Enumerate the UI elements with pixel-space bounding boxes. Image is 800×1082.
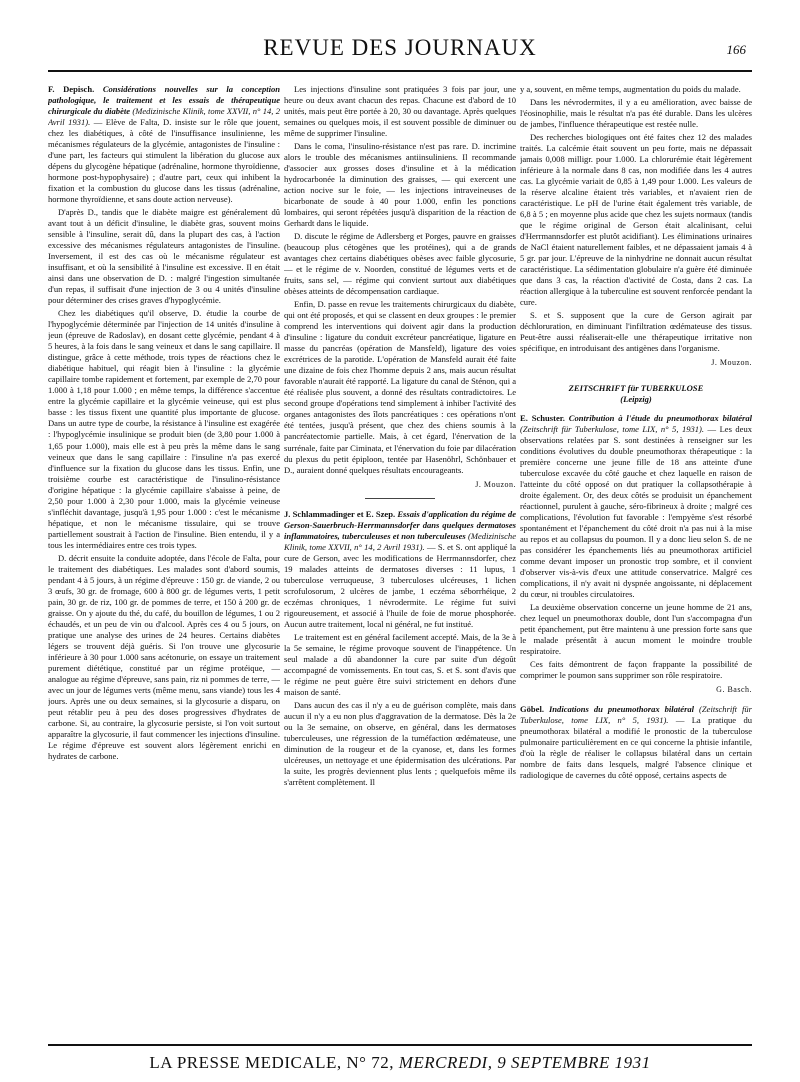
column-middle bbox=[284, 84, 516, 1042]
page-number: 166 bbox=[726, 42, 746, 57]
article-paragraph: Les injections d'insuline sont pratiquées 3 fois par jour, une heure ou deux avant chacun des repas. Chacune est d'abord de 10 unités, mais peut être portée à 20, 30 ou davantage. Après quelques semaines ou quelques mois, il est souvent possible de diminuer ou même de supprimer l'insuline. bbox=[284, 84, 516, 139]
page-footer bbox=[48, 1044, 752, 1078]
article-schlammadinger-intro bbox=[284, 509, 516, 630]
article-paragraph: — La pratique du pneumothorax bilatéral a modifié le pronostic de la tuberculose pulmonaire particulièrement en ce qui concerne la phtisie infantile, d'où la règle de réaliser le collapsus bilatéral dans un certain nombre de faits dans lesquels, malgré l'absence clinique et radiologique de cavernes du côté opposé, certains aspects de bbox=[520, 714, 752, 780]
article-author: E. Schuster. bbox=[520, 412, 565, 423]
separator-rule bbox=[365, 498, 435, 499]
footer-date: MERCREDI, 9 SEPTEMBRE 1931 bbox=[398, 1053, 651, 1072]
article-paragraph: D. discute le régime de Adlersberg et Porges, pauvre en graisses (beaucoup plus cétogènes que les protéines), qui a de grands avantages chez certains diabétiques obèses avec faible glycosurie, — et le régime de v. Noorden, constitué de légumes verts et de fruits, sans sel, — régime qui convient surtout aux diabétiques obèses atteints de décompensation cardiaque. bbox=[284, 231, 516, 297]
article-signature: J. Mouzon. bbox=[711, 358, 752, 368]
article-author: J. Schlammadinger et E. Szep. bbox=[284, 508, 396, 519]
column-left bbox=[48, 84, 280, 1042]
article-reference: (Zeitschrift für Tuberkulose, tome LIX, n° 5, 1931). bbox=[520, 703, 752, 725]
article-paragraph: D'après D., tandis que le diabète maigre est généralement dû avant tout à un déficit d'insuline, le diabète gras, souvent moins sensible à l'insuline, serait dû, dans la plupart des cas, à l'action excessive des mécanismes régulateurs antagonistes de l'insuline. Inversement, il est des cas où le mécanisme régulateur est insuffisant, et où la sensibilité à l'insuline est excessive. Il en était ainsi dans une observation de D. : malgré l'ingestion simultanée d'un repas, il suffisait d'une injection de 3 ou 4 unités d'insuline pour déterminer des crises graves d'hypoglycémie. bbox=[48, 207, 280, 306]
article-paragraph: Dans aucun des cas il n'y a eu de guérison complète, mais dans aucun il n'y a eu non plus d'aggravation de la dermatose. Dès la 2e ou la 3e semaine, on observe, en général, dans les dermatoses tuberculeuses, une régression de la tuméfaction œdémateuse, une diminution de la rougeur et de la cyanose, et, dans les formes ulcéreuses, un nettoyage et une épidermisation des ulcérations. Par la suite, les progrès deviennent plus lents ; quelquefois même ils s'arrêtent complètement. Il bbox=[284, 700, 516, 788]
article-reference: (Medizinische Klinik, tome XXVII, n° 14, 2 Avril 1931). bbox=[48, 106, 280, 128]
article-paragraph: y a, souvent, en même temps, augmentation du poids du malade. bbox=[520, 84, 741, 94]
article-paragraph: Chez les diabétiques qu'il observe, D. étudie la courbe de l'hypoglycémie déterminée par l'injection de 14 unités d'insuline à jeun (épreuve de Radoslav), en dosant cette glycémie, pendant 4 à 5 heures, à la fois dans le sang veineux et dans le sang capillaire. Il distingue, grâce à cette méthode, trois types de réactions chez le diabétique habituel, qui réagit bien à l'insuline : la glycémie capillaire tombe rapidement et fortement, par exemple de 2,70 pour 1.000 à 1,18 pour 1.000 ; en même temps, la différence s'accentue entre la glycémie capillaire et la glycémie veineuse, qui est plus basse : les tissus fixent une quantité plus importante de glucose. Dans un autre type de courbe, la résistance à l'insuline est exagérée : l'hypoglycémie insulinique se produit bien (de 3,80 pour 1.000 à 1,65 pour 1.000), mais elle est à peu près la même dans le sang veineux que dans le sang capillaire : l'insuline n'a pas exercé d'influence sur la fixation du glucose dans les tissus. Enfin, une troisième courbe est caractéristique de l'insulino-résistance d'origine hépatique : la glycémie capillaire s'abaisse à peine, de 2,50 pour 1.000 à 2,30 pour 1.000, mais la glycémie veineuse s'infléchit davantage, jusqu'à 1,95 pour 1.000 : c'est le mécanisme hépatique, et non le mécanisme tissulaire, qui se trouve partiellement soustrait à l'action de l'insuline. Bien entendu, il y a tous les intermédiaires entre ces trois types. bbox=[48, 308, 280, 550]
footer-line bbox=[48, 1053, 752, 1073]
article-paragraph: Dans les névrodermites, il y a eu amélioration, avec baisse de l'éosinophilie, mais le résultat n'a pas été durable. Dans les ulcères de jambes, l'influence thérapeutique est restée nulle. bbox=[520, 97, 752, 130]
article-paragraph: Le traitement est en général facilement accepté. Mais, de la 3e à la 5e semaine, le régime provoque souvent de l'inappétence. Un seul malade a dû abandonner la cure par suite d'un dégoût accompagné de vomissements. En tout cas, S. et S. sont d'avis que le régime ne peut guère être suivi strictement en dehors d'une maison de santé. bbox=[284, 632, 516, 698]
footer-journal: LA PRESSE MEDICALE, bbox=[149, 1053, 342, 1072]
article-paragraph: Des recherches biologiques ont été faites chez 12 des malades traités. La calcémie était souvent un peu forte, mais ne dépassait jamais 0,008 milligr. pour 1.000. La chlorurémie était légèrement inférieure à la normale dans 8 cas, non modifiée dans les 4 autres cas. La glycémie variait de 0,85 à 1,49 pour 1.000. Les valeurs de la réserve alcaline étaient très variables, et n'avaient rien de caractéristique. Le pH de l'urine était également très variable, de 6,8 à 5 ; en moyenne plus acide que chez les sujets normaux (tandis que le régime original de Gerson était alcalinisant, celui d'Herrmannsdorfer est plutôt acidifiant). Les éliminations urinaires de NaCl étaient naturellement faibles, et ne dépassaient jamais 4 à 5 gr. par jour. L'épreuve de la ninhydrine ne donnait aucun résultat caractéristique. La sédimentation globulaire n'a guère été diminuée que dans 3 cas, la réaction d'activité de Costa, dans 2 cas. La réaction allergique à la tuberculine est souvent renforcée pendant la cure. bbox=[520, 132, 752, 308]
page-header bbox=[48, 20, 752, 72]
article-signature: J. Mouzon. bbox=[475, 479, 516, 489]
article-depisch-intro bbox=[48, 84, 280, 205]
section-heading: ZEITSCHRIFT für TUBERKULOSE bbox=[568, 382, 704, 393]
article-paragraph: S. et S. supposent que la cure de Gerson agirait par déchloruration, en diminuant l'infiltration œdémateuse des tissus. Peut-être aussi réaliserait-elle une thérapeutique irritative non spécifique, en introduisant des antigènes dans l'organisme. bbox=[520, 310, 752, 354]
article-paragraph: Enfin, D. passe en revue les traitements chirurgicaux du diabète, qui ont été proposés, et qui se classent en deux groupes : le premier comprend les interventions qui doivent agir dans la production d'insuline : ligature du conduit excréteur pancréatique, ligature en masse du pancréas (opération de Mansfeld), ligature des voies excrétrices de la parotide. L'opération de Mansfeld aurait été faite une dizaine de fois chez l'homme depuis 2 ans, mais aucun résultat favorable n'aurait été rapporté. La ligature du canal de Sténon, qui a été réalisée plus souvent, a donné des résultats contradictoires. Le second groupe d'opérations tend simplement à inhiber l'activité des organes antagonistes des îlots pancréatiques : ces opérations n'ont été tentées, jusqu'à présent, que chez des chiens soumis à la pancréatectomie partielle. Mais, à cet égard, l'énervation de la surrénale, faite par Ciminata, et l'énervation du foie par dilacération du plexus du petit épiploon, tentée par Hasenöhrl, Schönbauer et D., auraient donné quelques résultats encourageants. bbox=[284, 299, 516, 475]
article-title: Indications du pneumothorax bilatéral bbox=[548, 703, 695, 714]
article-paragraph: — S. et S. ont appliqué la cure de Gerson, avec les modifications de Herrmannsdorfer, chez 19 malades atteints de dermatoses diverses : 11 lupus, 1 tuberculose verruqueuse, 3 tuberculoses ulcéreuses, 1 lichen scrofulosorum, 2 ulcères de jambe, 1 eczéma séborrhéique, 2 eczémas chroniques, 1 névrodermite. Le régime fut suivi rigoureusement, et associé à l'huile de foie de morue phosphorée. Aucun autre traitement, local ni général, ne fut institué. bbox=[284, 541, 516, 630]
section-subheading: (Leipzig) bbox=[620, 393, 652, 404]
article-title: Considérations nouvelles sur la conception pathologique, le traitement et les essais de thérapeutique chirurgicale du diabète bbox=[48, 84, 280, 117]
article-paragraph: Dans le coma, l'insulino-résistance n'est pas rare. D. incrimine alors le trouble des mécanismes antiinsuliniens. Il recommande d'associer aux grosses doses d'insuline et à la médication hydrocarbonée la diminution des graisses, — qui exercent une action nocive sur le foie, — les injections intraveineuses de bicarbonate de soude à 40 pour 1.000, enfin les ponctions lombaires, qui seront répétées jusqu'à disparition de la réaction de Gerhardt dans le liquide. bbox=[284, 141, 516, 229]
article-paragraph: — Elève de Falta, D. insiste sur le rôle que jouent, chez les diabétiques, à côté de l'insuffisance insulinienne, les mécanismes régulateurs de la glycémie, antagonistes de l'insuline : d'une part, les facteurs qui stimulent la libération du glucose aux dépens du glycogène hépatique (adrénaline, hormone thyroïdienne, hormone post-hypophysaire) ; d'autre part, ceux qui inhibent la fixation et la combustion du glucose dans les tissus (adrénaline, hormone thyroïdienne, et sans doute action nerveuse). bbox=[48, 117, 280, 205]
article-reference: (Medizinische Klinik, tome XXVII, n° 14, 2 Avril 1931). bbox=[284, 530, 516, 552]
running-title: REVUE DES JOURNAUX bbox=[263, 35, 537, 60]
article-title: Contribution à l'étude du pneumothorax bilatéral bbox=[568, 412, 752, 423]
footer-number-label: N° bbox=[346, 1053, 367, 1072]
column-right bbox=[520, 84, 752, 1042]
article-schuster-intro bbox=[520, 413, 752, 600]
article-reference: (Zeitschrift für Tuberkulose, tome LIX, n° 5, 1931). bbox=[520, 423, 705, 434]
article-author: Göbel. bbox=[520, 703, 544, 714]
article-paragraph: — Les deux observations relatées par S. sont destinées à renseigner sur les conditions évolutives du double pneumothorax thérapeutique : la première concerne une jeune fille de 18 ans atteinte d'une tuberculose excavée du côté gauche et chez laquelle en raison de l'atteinte du côté opposé on dut pratiquer la collapsothérapie à droite également. Or, des deux côtés se produisit un épanchement réactionnel, purulent à gauche, séro-fibrineux à droite ; malgré ces complications, l'évolution fut favorable : l'empyème s'est résorbé spontanément et l'épanchement du côté droit n'a pas nui à la mise au repos et au collapsus du poumon. Il y a donc lieu selon S. de ne pas considérer les épanchements liés au pneumothorax artificiel comme devant imposer un pronostic trop sombre, et il convient d'observer vis-à-vis d'eux une attitude conservatrice. Malgré ces complications, il n'y avait ni dyspnée angoissante, ni déplacement du cœur, ni troubles circulatoires. bbox=[520, 423, 752, 600]
article-paragraph: D. décrit ensuite la conduite adoptée, dans l'école de Falta, pour le traitement des diabétiques. Les malades sont d'abord soumis, pendant 4 à 5 jours, à un régime d'épreuve : 150 gr. de viande, 2 ou 3 œufs, 30 gr. de fromage, 600 à 800 gr. de légumes verts, 1 petit pain, 30 gr. de riz, 100 gr. de pommes de terre, et 150 à 200 gr. de graisse. On y ajoute du thé, du café, du bouillon de légumes, 1 ou 2 échaudés, et un peu de vin ou d'alcool. Après ces 4 ou 5 jours, on pratique une analyse des urines de 24 heures. Certains diabètes légers se trouvent déjà guéris. Si l'on trouve une glycosurie inférieure à 30 pour 1.000 sans acétonurie, on essaye un traitement purement diététique, constitué par un régime protéique, — analogue au régime d'épreuve, sans pain, riz ni pommes de terre, — avec un jour de légumes verts (même menu, sans viande) tous les 4 jours. Après une ou deux semaines, si la glycosurie a disparu, on peut rétablir peu à peu des doses progressives d'hydrates de carbone. Si, au contraire, la glycosurie persiste, si l'on voit surtout apparaître la glycosurie, il faut commencer les injections d'insuline. Le régime d'épreuve est souvent alors légèrement enrichi en hydrates de carbone. bbox=[48, 552, 280, 761]
footer-number: 72, bbox=[371, 1053, 394, 1072]
article-paragraph: Ces faits démontrent de façon frappante la possibilité de comprimer le poumon sans supprimer son rôle respiratoire. bbox=[520, 659, 752, 681]
article-paragraph: La deuxième observation concerne un jeune homme de 21 ans, chez lequel un pneumothorax double, dont l'un s'accompagna d'un petit épanchement, put être maintenu à une pression forte sans que le malade présentât à aucun moment le moindre trouble respiratoire. bbox=[520, 602, 752, 657]
article-signature: G. Basch. bbox=[716, 685, 752, 695]
article-title: Essais d'application du régime de Gerson-Sauerbruch-Herrmannsdorfer dans quelques dermatoses inflammatoires, tuberculeuses et non tuberculeuses bbox=[284, 508, 516, 541]
article-gobel-intro bbox=[520, 704, 752, 781]
article-author: F. Depisch. bbox=[48, 84, 95, 94]
